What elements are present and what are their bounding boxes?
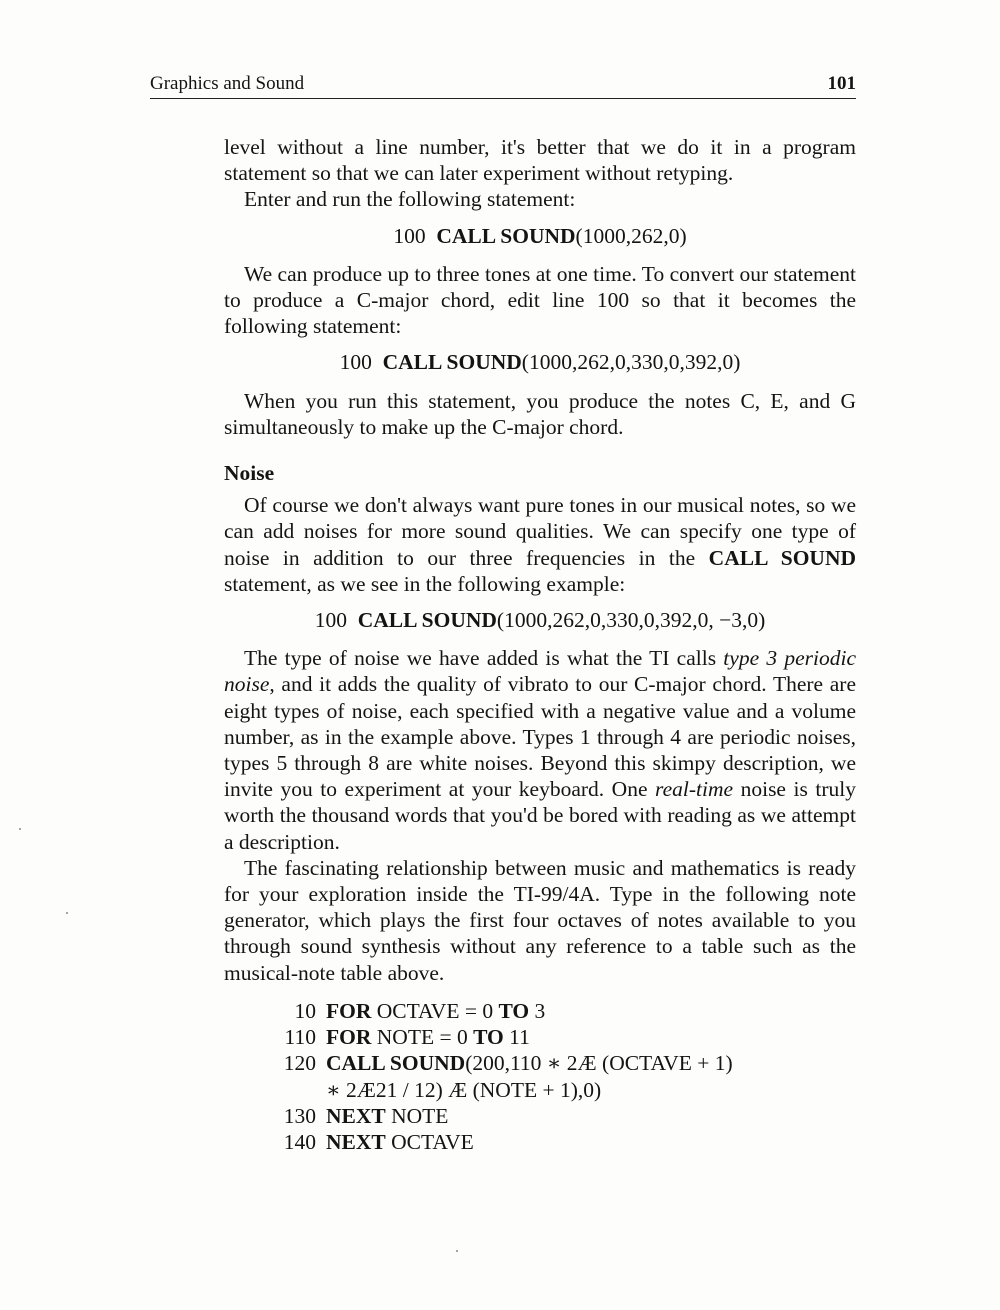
scan-speck bbox=[19, 828, 21, 830]
page-number: 101 bbox=[827, 73, 856, 94]
paragraph: We can produce up to three tones at one time. To convert our statement to produce a C-major chord, edit line 100 so that it becomes the following statement: bbox=[224, 261, 856, 339]
code-keyword: TO bbox=[498, 998, 530, 1023]
code-line bbox=[224, 223, 856, 249]
text-run: OCTAVE bbox=[385, 1129, 474, 1154]
code-line bbox=[224, 349, 856, 375]
running-header bbox=[150, 72, 856, 99]
listing-continuation: ∗ 2Æ21 / 12) Æ (NOTE + 1),0) bbox=[326, 1077, 602, 1102]
code-keyword: FOR bbox=[326, 1025, 372, 1050]
paragraph: Enter and run the following statement: bbox=[244, 187, 576, 212]
text-run: (200,110 ∗ 2Æ (OCTAVE + 1) bbox=[465, 1051, 733, 1076]
text-run: noise is truly worth the thousand words that you'd be bored with reading as we attempt a description. bbox=[224, 777, 856, 854]
text-run: 3 bbox=[529, 998, 546, 1023]
code-keyword: CALL SOUND bbox=[708, 545, 856, 570]
code-text bbox=[326, 1024, 530, 1050]
code-keyword: CALL SOUND bbox=[357, 608, 497, 633]
code-keyword: NEXT bbox=[326, 1103, 386, 1128]
emphasis: real-time bbox=[655, 777, 734, 802]
scan-speck bbox=[66, 912, 68, 914]
code-text bbox=[326, 1103, 448, 1129]
code-keyword: CALL SOUND bbox=[326, 1051, 466, 1076]
text-run: 11 bbox=[503, 1025, 530, 1050]
code-keyword: NEXT bbox=[326, 1129, 386, 1154]
running-header-title: Graphics and Sound bbox=[150, 73, 305, 94]
text-run: Of course we don't always want pure tones in our musical notes, so we can add noises for more sound qualities. We can specify one type of noise in addition to our three frequencies in the bbox=[224, 493, 856, 570]
listing-line bbox=[274, 998, 856, 1024]
text-run: The type of noise we have added is what the TI calls bbox=[244, 646, 724, 671]
line-number: 100 bbox=[314, 608, 347, 633]
paragraph: The fascinating relationship between music and mathematics is ready for your exploration inside the TI-99/4A. Type in the following note generator, which plays the first four octaves of notes available to you through sound synthesis without any reference to a table such as the musical-note table above. bbox=[224, 855, 856, 985]
listing-line bbox=[274, 1129, 856, 1155]
code-line bbox=[224, 607, 856, 633]
section-heading: Noise bbox=[224, 461, 275, 486]
text-run: statement, as we see in the following example: bbox=[224, 571, 626, 596]
line-number: 120 bbox=[283, 1051, 316, 1076]
listing-line bbox=[274, 1024, 856, 1050]
code-args: (1000,262,0,330,0,392,0, −3,0) bbox=[496, 608, 766, 633]
code-keyword: CALL SOUND bbox=[436, 223, 576, 248]
line-number: 130 bbox=[283, 1103, 316, 1128]
text-run: OCTAVE = 0 bbox=[371, 998, 499, 1023]
code-args: (1000,262,0,330,0,392,0) bbox=[521, 350, 741, 375]
scan-speck bbox=[456, 1250, 458, 1252]
text-run: NOTE bbox=[385, 1103, 449, 1128]
code-listing bbox=[274, 998, 856, 1155]
paragraph: level without a line number, it's better that we do it in a program statement so that we can later experiment without retyping. bbox=[224, 135, 856, 186]
text-run: NOTE = 0 bbox=[371, 1025, 474, 1050]
paragraph bbox=[224, 492, 856, 597]
paragraph: When you run this statement, you produce the notes C, E, and G simultaneously to make up the C-major chord. bbox=[224, 388, 856, 439]
code-args: (1000,262,0) bbox=[575, 223, 687, 248]
paragraph bbox=[224, 645, 856, 855]
page-body bbox=[224, 134, 856, 1155]
line-number: 100 bbox=[339, 350, 372, 375]
text-run: , and it adds the quality of vibrato to our C-major chord. There are eight types of noise, each specified with a negative value and a volume number, as in the example above. Types 1 through 4 are periodic noises, types 5 through 8 are white noises. Beyond this skimpy description, we invite you to experiment at your keyboard. One bbox=[224, 672, 856, 802]
line-number: 10 bbox=[294, 998, 316, 1023]
code-text bbox=[326, 998, 545, 1024]
code-text bbox=[326, 1129, 474, 1155]
code-text bbox=[326, 1050, 733, 1076]
line-number: 140 bbox=[283, 1129, 316, 1154]
listing-line bbox=[274, 1050, 856, 1076]
code-keyword: CALL SOUND bbox=[382, 350, 522, 375]
emphasis: type 3 periodic noise bbox=[224, 646, 856, 697]
code-keyword: FOR bbox=[326, 998, 372, 1023]
listing-line bbox=[274, 1103, 856, 1129]
line-number: 100 bbox=[393, 223, 426, 248]
code-keyword: TO bbox=[473, 1025, 504, 1050]
line-number: 110 bbox=[284, 1025, 316, 1050]
